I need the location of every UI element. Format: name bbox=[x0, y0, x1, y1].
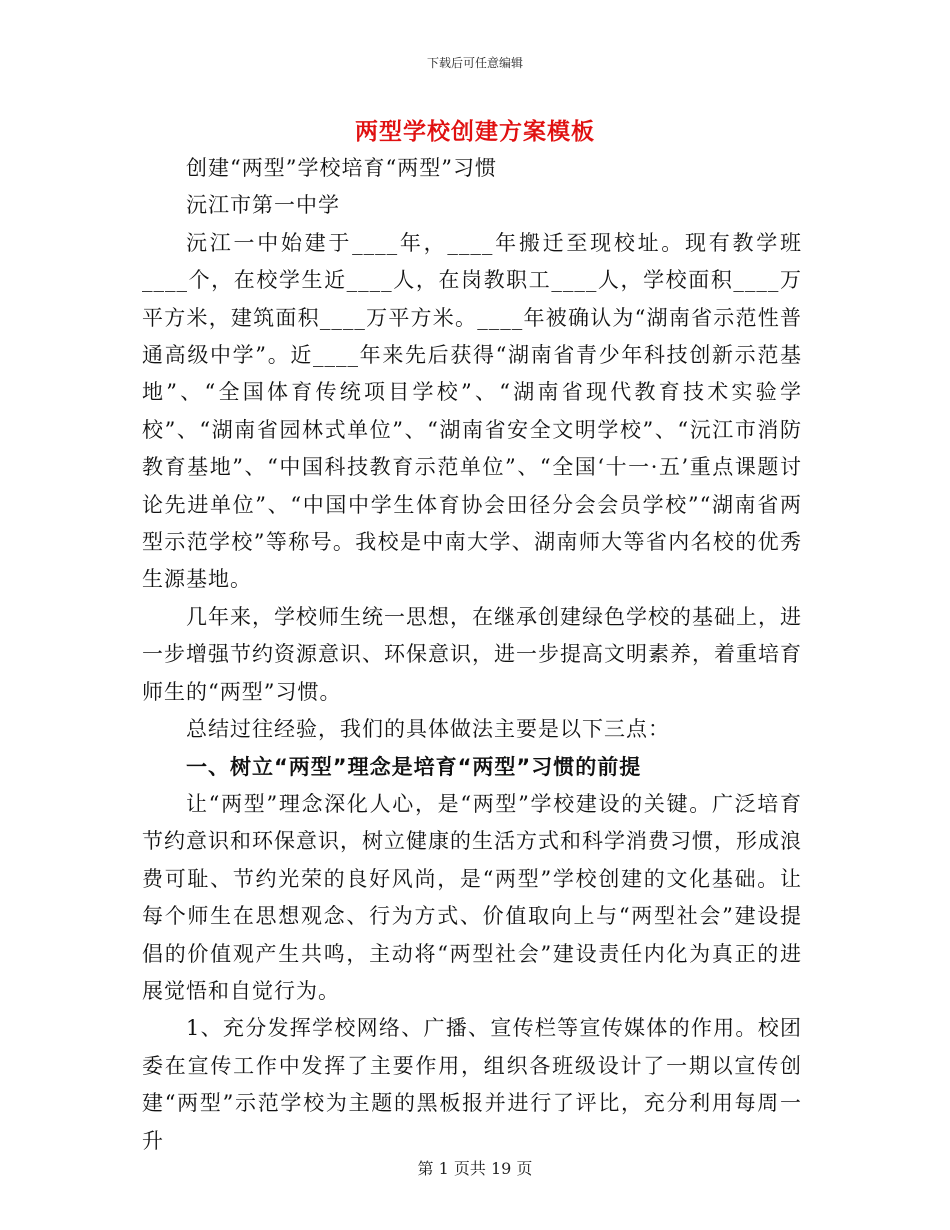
section-heading-1: 一、树立“两型”理念是培育“两型”习惯的前提 bbox=[186, 754, 642, 779]
paragraph-summary: 总结过往经验，我们的具体做法主要是以下三点： bbox=[186, 717, 670, 742]
page-number: 第 1 页共 19 页 bbox=[417, 1159, 533, 1178]
paragraph-concept: 让“两型”理念深化人心，是“两型”学校建设的关键。广泛培育节约意识和环保意识，树立健康的生活方式和科学消费习惯，形成浪费可耻、节约光荣的良好风尚，是“两型”学校创建的文化基础。让每个师生在思想观念、行为方式、价值取向上与“两型社会”建设提倡的价值观产生共鸣，主动将“两型社会”建设责任内化为真正的进展觉悟和自觉行为。 bbox=[142, 791, 802, 1003]
header-note: 下载后可任意编辑 bbox=[426, 56, 523, 70]
paragraph-intro: 沅江一中始建于____年，____年搬迁至现校址。现有教学班____个，在校学生近____人，在岗教职工____人，学校面积____万平方米，建筑面积____万平方米。____年被确认为“湖南省示范性普通高级中学”。近____年来先后获得“湖南省青少年科技创新示范基地”、“全国体育传统项目学校”、“湖南省现代教育技术实验学校”、“湖南省园林式单位”、“湖南省安全文明学校”、“沅江市消防教育基地”、“中国科技教育示范单位”、“全国‘十一·五’重点课题讨论先进单位”、“中国中学生体育协会田径分会会员学校”“湖南省两型示范学校”等称号。我校是中南大学、湖南师大等省内名校的优秀生源基地。 bbox=[142, 230, 802, 592]
paragraph-years: 几年来，学校师生统一思想，在继承创建绿色学校的基础上，进一步增强节约资源意识、环保意识，进一步提高文明素养，着重培育师生的“两型”习惯。 bbox=[142, 604, 802, 704]
paragraph-item-1: 1、充分发挥学校网络、广播、宣传栏等宣传媒体的作用。校团委在宣传工作中发挥了主要作用，组织各班级设计了一期以宣传创建“两型”示范学校为主题的黑板报并进行了评比，充分利用每周一升 bbox=[142, 1016, 802, 1153]
author-school: 沅江市第一中学 bbox=[186, 193, 340, 218]
document-title: 两型学校创建方案模板 bbox=[355, 119, 595, 145]
subtitle: 创建“两型”学校培育“两型”习惯 bbox=[186, 156, 497, 180]
document-body bbox=[142, 150, 802, 1160]
